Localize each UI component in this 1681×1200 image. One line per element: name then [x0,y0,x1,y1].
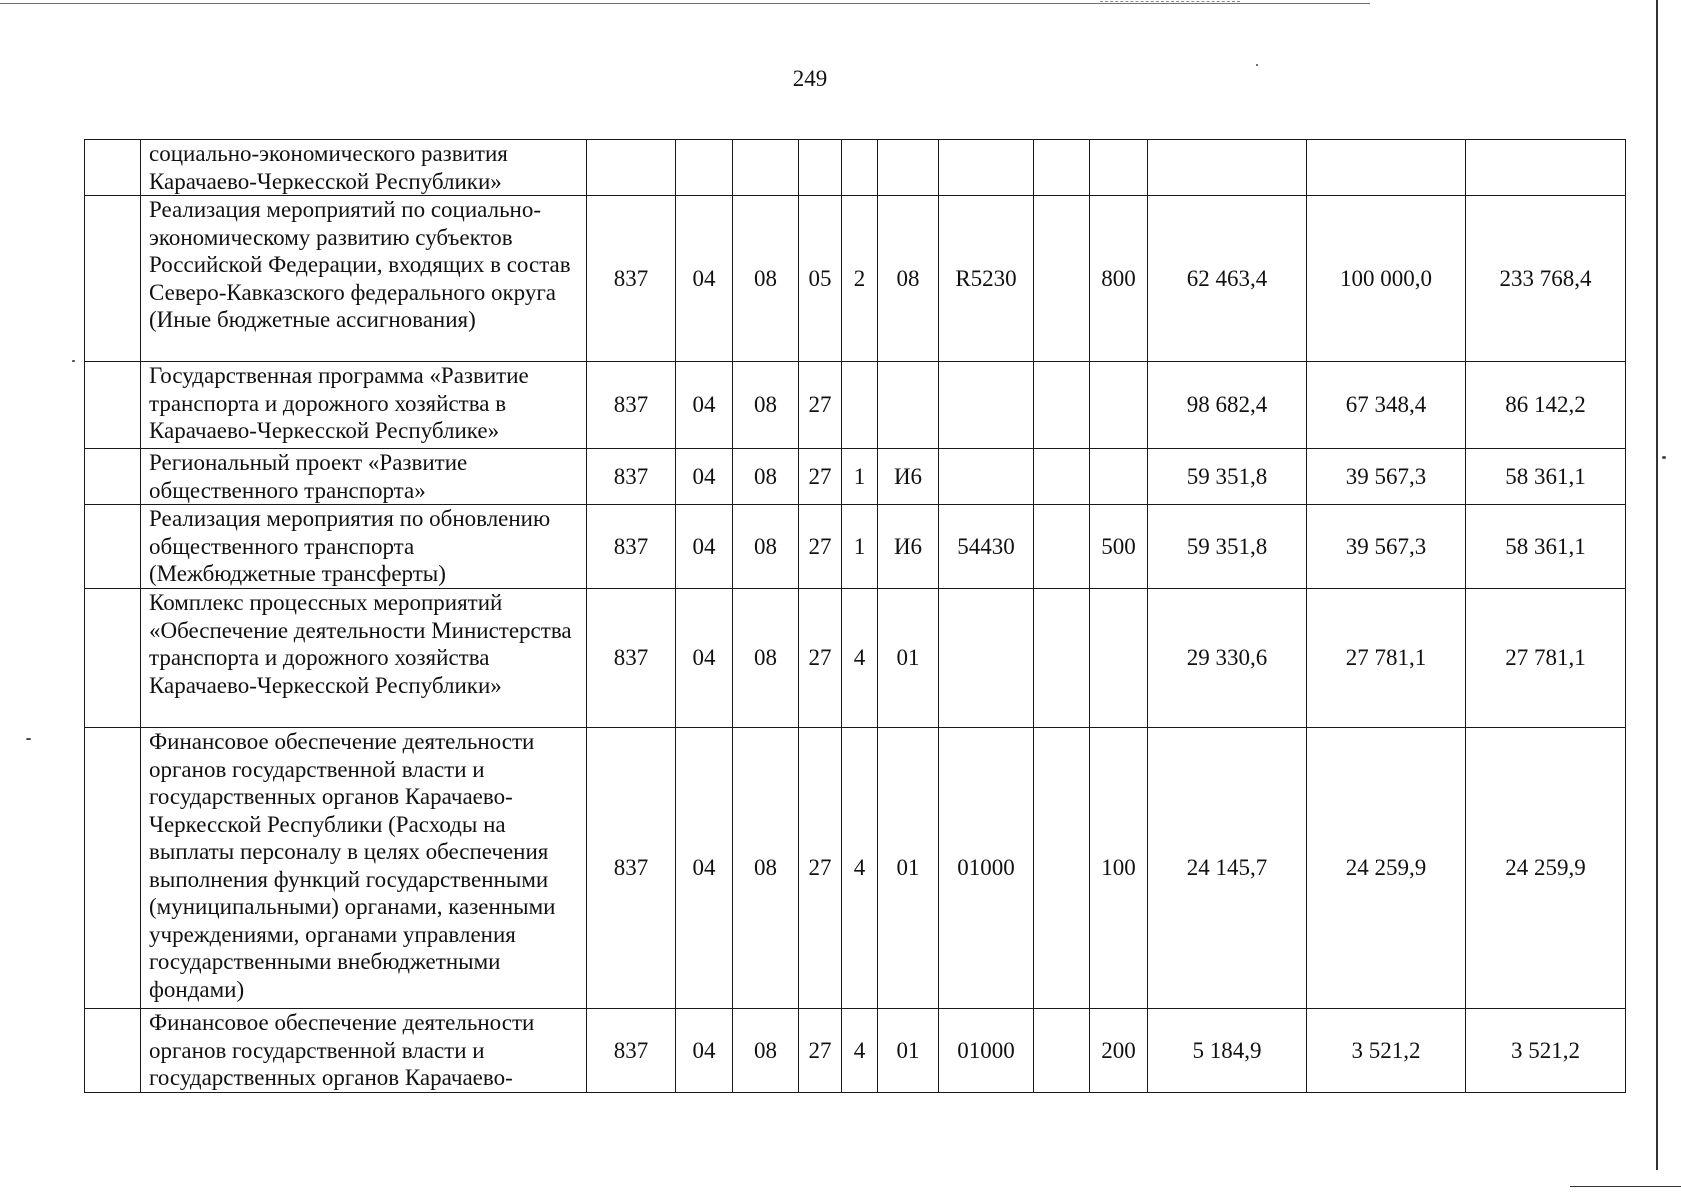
item-name-cell: Государственная программа «Развитие транспорта и дорожного хозяйства в Карачаево-Черкесской Республике» [141,362,587,449]
vr-code-cell [1090,362,1148,449]
rz-code-cell [676,140,733,196]
pr-code-cell: 08 [733,449,799,505]
program-code-cell: 05 [799,196,842,362]
subprogram-code-cell: 4 [842,728,878,1009]
pr-code-cell: 08 [733,728,799,1009]
pr-code-cell [733,140,799,196]
amount-year1-cell: 98 682,4 [1148,362,1307,449]
amount-year2-cell: 100 000,0 [1307,196,1466,362]
table-row [85,728,1626,1009]
direction-code-cell [939,362,1034,449]
item-name-cell: Комплекс процессных мероприятий «Обеспечение деятельности Министерства транспорта и дорожного хозяйства Карачаево-Черкесской Республики» [141,589,587,728]
vr-code-cell [1090,589,1148,728]
gr-code-cell: 837 [587,362,676,449]
amount-year3-cell: 27 781,1 [1466,589,1626,728]
program-code-cell: 27 [799,589,842,728]
gr-code-cell: 837 [587,1009,676,1093]
table-row [85,589,1626,728]
program-code-cell: 27 [799,362,842,449]
amount-year1-cell: 5 184,9 [1148,1009,1307,1093]
vr-code-cell: 800 [1090,196,1148,362]
subprogram-code-cell [842,140,878,196]
amount-year3-cell: 3 521,2 [1466,1009,1626,1093]
pr-code-cell: 08 [733,505,799,589]
table-row [85,1009,1626,1093]
amount-year2-cell: 67 348,4 [1307,362,1466,449]
event-code-cell: 01 [878,1009,939,1093]
budget-table [84,139,1626,1093]
subprogram-code-cell: 1 [842,505,878,589]
amount-year1-cell: 59 351,8 [1148,505,1307,589]
rz-code-cell: 04 [676,505,733,589]
scan-speck [1256,64,1258,66]
rz-code-cell: 04 [676,728,733,1009]
amount-year2-cell: 24 259,9 [1307,728,1466,1009]
direction-code-cell: 01000 [939,1009,1034,1093]
vr-code-cell [1090,449,1148,505]
rz-code-cell: 04 [676,196,733,362]
blank-cell [1034,589,1090,728]
item-name-cell: социально-экономического развития Карачаево-Черкесской Республики» [141,140,587,196]
gr-code-cell: 837 [587,728,676,1009]
program-code-cell: 27 [799,505,842,589]
rz-code-cell: 04 [676,589,733,728]
table-row [85,196,1626,362]
vr-code-cell: 200 [1090,1009,1148,1093]
item-name-cell: Финансовое обеспечение деятельности органов государственной власти и государственных органов Карачаево- [141,1009,587,1093]
direction-code-cell: 54430 [939,505,1034,589]
gr-code-cell: 837 [587,196,676,362]
table-row [85,449,1626,505]
pr-code-cell: 08 [733,196,799,362]
item-name-cell: Региональный проект «Развитие общественного транспорта» [141,449,587,505]
row-number-cell [85,1009,141,1093]
table-row [85,140,1626,196]
amount-year3-cell: 86 142,2 [1466,362,1626,449]
blank-cell [1034,728,1090,1009]
scan-edge-top [0,3,1370,4]
program-code-cell: 27 [799,728,842,1009]
subprogram-code-cell: 1 [842,449,878,505]
blank-cell [1034,1009,1090,1093]
rz-code-cell: 04 [676,1009,733,1093]
blank-cell [1034,362,1090,449]
amount-year1-cell: 24 145,7 [1148,728,1307,1009]
amount-year1-cell: 59 351,8 [1148,449,1307,505]
amount-year2-cell: 39 567,3 [1307,505,1466,589]
row-number-cell [85,589,141,728]
event-code-cell: И6 [878,505,939,589]
direction-code-cell [939,140,1034,196]
direction-code-cell [939,589,1034,728]
direction-code-cell: 01000 [939,728,1034,1009]
scan-speck [26,738,31,740]
event-code-cell: 01 [878,728,939,1009]
amount-year3-cell: 24 259,9 [1466,728,1626,1009]
event-code-cell: 08 [878,196,939,362]
subprogram-code-cell: 2 [842,196,878,362]
row-number-cell [85,505,141,589]
table-row [85,505,1626,589]
row-number-cell [85,362,141,449]
page-number: 249 [792,66,828,91]
pr-code-cell: 08 [733,589,799,728]
subprogram-code-cell: 4 [842,589,878,728]
amount-year1-cell: 62 463,4 [1148,196,1307,362]
blank-cell [1034,449,1090,505]
amount-year2-cell [1307,140,1466,196]
amount-year3-cell: 233 768,4 [1466,196,1626,362]
scan-speck [72,360,75,362]
gr-code-cell: 837 [587,505,676,589]
blank-cell [1034,505,1090,589]
item-name-cell: Реализация мероприятий по социально-экономическому развитию субъектов Российской Федерации, входящих в состав Северо-Кавказского федерального округа (Иные бюджетные ассигнования) [141,196,587,362]
direction-code-cell: R5230 [939,196,1034,362]
vr-code-cell [1090,140,1148,196]
event-code-cell: 01 [878,589,939,728]
rz-code-cell: 04 [676,362,733,449]
subprogram-code-cell [842,362,878,449]
gr-code-cell: 837 [587,449,676,505]
row-number-cell [85,196,141,362]
gr-code-cell: 837 [587,589,676,728]
blank-cell [1034,196,1090,362]
vr-code-cell: 100 [1090,728,1148,1009]
pr-code-cell: 08 [733,362,799,449]
program-code-cell: 27 [799,449,842,505]
event-code-cell [878,140,939,196]
amount-year2-cell: 27 781,1 [1307,589,1466,728]
row-number-cell [85,728,141,1009]
scan-edge-top-dashed [1100,1,1240,2]
subprogram-code-cell: 4 [842,1009,878,1093]
amount-year3-cell [1466,140,1626,196]
gr-code-cell [587,140,676,196]
row-number-cell [85,449,141,505]
rz-code-cell: 04 [676,449,733,505]
direction-code-cell [939,449,1034,505]
amount-year2-cell: 3 521,2 [1307,1009,1466,1093]
row-number-cell [85,140,141,196]
amount-year3-cell: 58 361,1 [1466,449,1626,505]
blank-cell [1034,140,1090,196]
scan-edge-right [1656,0,1658,1170]
event-code-cell: И6 [878,449,939,505]
scan-speck [1662,456,1666,459]
vr-code-cell: 500 [1090,505,1148,589]
amount-year3-cell: 58 361,1 [1466,505,1626,589]
amount-year2-cell: 39 567,3 [1307,449,1466,505]
scan-edge-bottom [1570,1186,1681,1187]
event-code-cell [878,362,939,449]
table-row [85,362,1626,449]
item-name-cell: Реализация мероприятия по обновлению общественного транспорта (Межбюджетные трансферты) [141,505,587,589]
amount-year1-cell [1148,140,1307,196]
item-name-cell: Финансовое обеспечение деятельности органов государственной власти и государственных органов Карачаево-Черкесской Республики (Расходы на выплаты персоналу в целях обеспечения выполнения функций государственными (муниципальными) органами, казенными учреждениями, органами управления государственными внебюджетными фондами) [141,728,587,1009]
pr-code-cell: 08 [733,1009,799,1093]
amount-year1-cell: 29 330,6 [1148,589,1307,728]
program-code-cell: 27 [799,1009,842,1093]
program-code-cell [799,140,842,196]
